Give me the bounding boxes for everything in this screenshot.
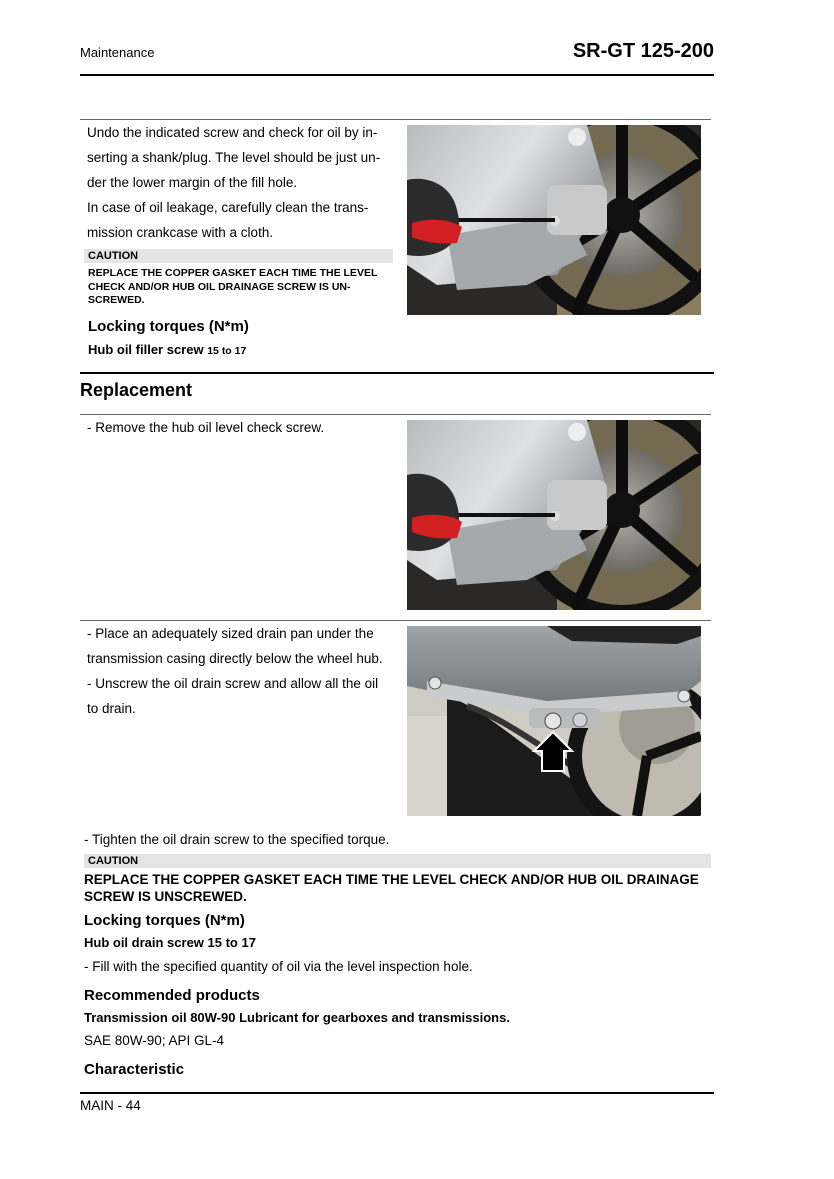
- caution-line: REPLACE THE COPPER GASKET EACH TIME THE LEVEL: [88, 267, 378, 279]
- torque-heading: Locking torques (N*m): [84, 912, 245, 929]
- header-model-title: SR-GT 125-200: [572, 40, 714, 62]
- step1-text: - Remove the hub oil level check screw.: [87, 420, 325, 435]
- drain-screw-photo: [407, 626, 701, 816]
- block1-line: mission crankcase with a cloth.: [87, 225, 274, 240]
- block1-line: Undo the indicated screw and check for oil by in-: [87, 125, 378, 140]
- caution-line: SCREW IS UNSCREWED.: [84, 889, 247, 904]
- caution-line: SCREWED.: [88, 294, 145, 306]
- product-spec: SAE 80W-90; API GL-4: [84, 1033, 225, 1048]
- products-heading: Recommended products: [84, 987, 260, 1004]
- torque-item: Hub oil filler screw: [88, 342, 204, 357]
- caution-text: [84, 871, 716, 905]
- caution-line: CHECK AND/OR HUB OIL DRAINAGE SCREW IS UN-: [88, 280, 351, 293]
- step2-line: to drain.: [87, 701, 136, 716]
- caution-label: CAUTION: [84, 854, 711, 868]
- torque-spec: [88, 342, 246, 357]
- step2-line: - Place an adequately sized drain pan under the: [87, 626, 374, 641]
- product-name: Transmission oil 80W-90 Lubricant for gearboxes and transmissions.: [84, 1010, 510, 1025]
- replacement-top-rule: [80, 372, 714, 374]
- step3-text: - Tighten the oil drain screw to the specified torque.: [84, 832, 390, 847]
- torque-value: 15 to 17: [207, 345, 247, 357]
- characteristic-heading: Characteristic: [84, 1061, 185, 1078]
- step2-line: - Unscrew the oil drain screw and allow all the oil: [87, 676, 379, 691]
- step4-text: - Fill with the specified quantity of oil via the level inspection hole.: [84, 959, 473, 974]
- page-number: MAIN - 44: [80, 1098, 141, 1113]
- block1-line: In case of oil leakage, carefully clean the trans-: [87, 200, 369, 215]
- footer-rule: [80, 1092, 714, 1094]
- torque-heading: Locking torques (N*m): [88, 318, 249, 335]
- replacement-heading: Replacement: [80, 380, 193, 400]
- transmission-hub-photo: [407, 125, 701, 315]
- step2-text: [87, 621, 402, 721]
- caution-line: REPLACE THE COPPER GASKET EACH TIME THE LEVEL CHECK AND/OR HUB OIL DRAINAGE: [84, 872, 699, 887]
- caution-text: [88, 267, 398, 308]
- header-rule: [80, 74, 714, 76]
- level-check-screw-photo: [407, 420, 701, 610]
- block1-text: [87, 120, 397, 245]
- block1-line: serting a shank/plug. The level should be just un-: [87, 150, 381, 165]
- caution-label: CAUTION: [84, 249, 393, 263]
- header-section-title: Maintenance: [80, 45, 155, 60]
- step2-line: transmission casing directly below the wheel hub.: [87, 651, 383, 666]
- block1-line: der the lower margin of the fill hole.: [87, 175, 298, 190]
- torque-spec: Hub oil drain screw 15 to 17: [84, 935, 256, 950]
